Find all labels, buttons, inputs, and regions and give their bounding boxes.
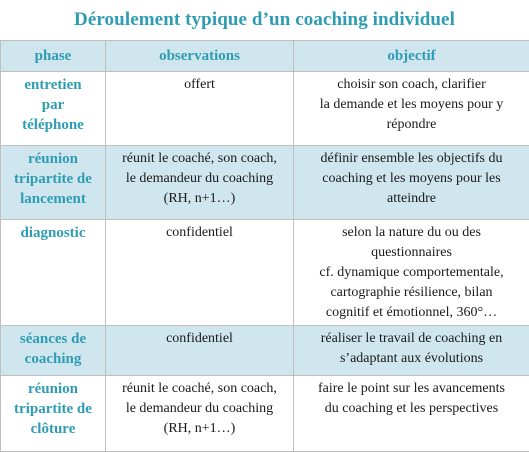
table-row: [1, 376, 529, 452]
phase-line: séances de: [5, 329, 101, 349]
table-header-row: [1, 41, 529, 72]
observations-line: réunit le coaché, son coach,: [110, 149, 289, 169]
phase-line: coaching: [5, 349, 101, 369]
objectif-line: répondre: [298, 115, 525, 135]
phase-line: par: [5, 95, 101, 115]
phase-cell: [1, 146, 106, 220]
phase-line: clôture: [5, 419, 101, 439]
objectif-line: la demande et les moyens pour y: [298, 95, 525, 115]
page-title: Déroulement typique d’un coaching individuel: [0, 9, 529, 31]
objectif-line: cartographie résilience, bilan: [298, 283, 525, 303]
phase-line: réunion: [5, 149, 101, 169]
observations-line: (RH, n+1…): [110, 419, 289, 439]
observations-cell: [106, 326, 294, 376]
objectif-line: définir ensemble les objectifs du: [298, 149, 525, 169]
phase-cell: [1, 376, 106, 452]
observations-cell: [106, 146, 294, 220]
objectif-cell: [294, 326, 529, 376]
observations-cell: [106, 220, 294, 326]
phase-line: tripartite de: [5, 399, 101, 419]
objectif-line: faire le point sur les avancements: [298, 379, 525, 399]
header-observations: observations: [106, 41, 294, 72]
table-row: [1, 146, 529, 220]
phase-line: diagnostic: [5, 223, 101, 243]
phase-cell: [1, 220, 106, 326]
objectif-line: selon la nature du ou des: [298, 223, 525, 243]
objectif-line: du coaching et les perspectives: [298, 399, 525, 419]
objectif-cell: [294, 220, 529, 326]
objectif-line: atteindre: [298, 189, 525, 209]
observations-line: (RH, n+1…): [110, 189, 289, 209]
phase-line: entretien: [5, 75, 101, 95]
objectif-cell: [294, 146, 529, 220]
phase-line: lancement: [5, 189, 101, 209]
observations-line: le demandeur du coaching: [110, 169, 289, 189]
observations-line: confidentiel: [110, 329, 289, 349]
objectif-line: s’adaptant aux évolutions: [298, 349, 525, 369]
observations-line: confidentiel: [110, 223, 289, 243]
observations-line: réunit le coaché, son coach,: [110, 379, 289, 399]
observations-cell: [106, 72, 294, 146]
table-row: [1, 220, 529, 326]
observations-line: offert: [110, 75, 289, 95]
objectif-line: choisir son coach, clarifier: [298, 75, 525, 95]
objectif-line: cognitif et émotionnel, 360°…: [298, 303, 525, 323]
coaching-table: [0, 40, 529, 452]
objectif-line: questionnaires: [298, 243, 525, 263]
header-objectif: objectif: [294, 41, 529, 72]
table-row: [1, 326, 529, 376]
header-phase: phase: [1, 41, 106, 72]
objectif-line: réaliser le travail de coaching en: [298, 329, 525, 349]
phase-line: téléphone: [5, 115, 101, 135]
objectif-line: coaching et les moyens pour les: [298, 169, 525, 189]
observations-line: le demandeur du coaching: [110, 399, 289, 419]
objectif-cell: [294, 72, 529, 146]
observations-cell: [106, 376, 294, 452]
table-row: [1, 72, 529, 146]
phase-line: réunion: [5, 379, 101, 399]
objectif-cell: [294, 376, 529, 452]
phase-line: tripartite de: [5, 169, 101, 189]
phase-cell: [1, 72, 106, 146]
objectif-line: cf. dynamique comportementale,: [298, 263, 525, 283]
phase-cell: [1, 326, 106, 376]
